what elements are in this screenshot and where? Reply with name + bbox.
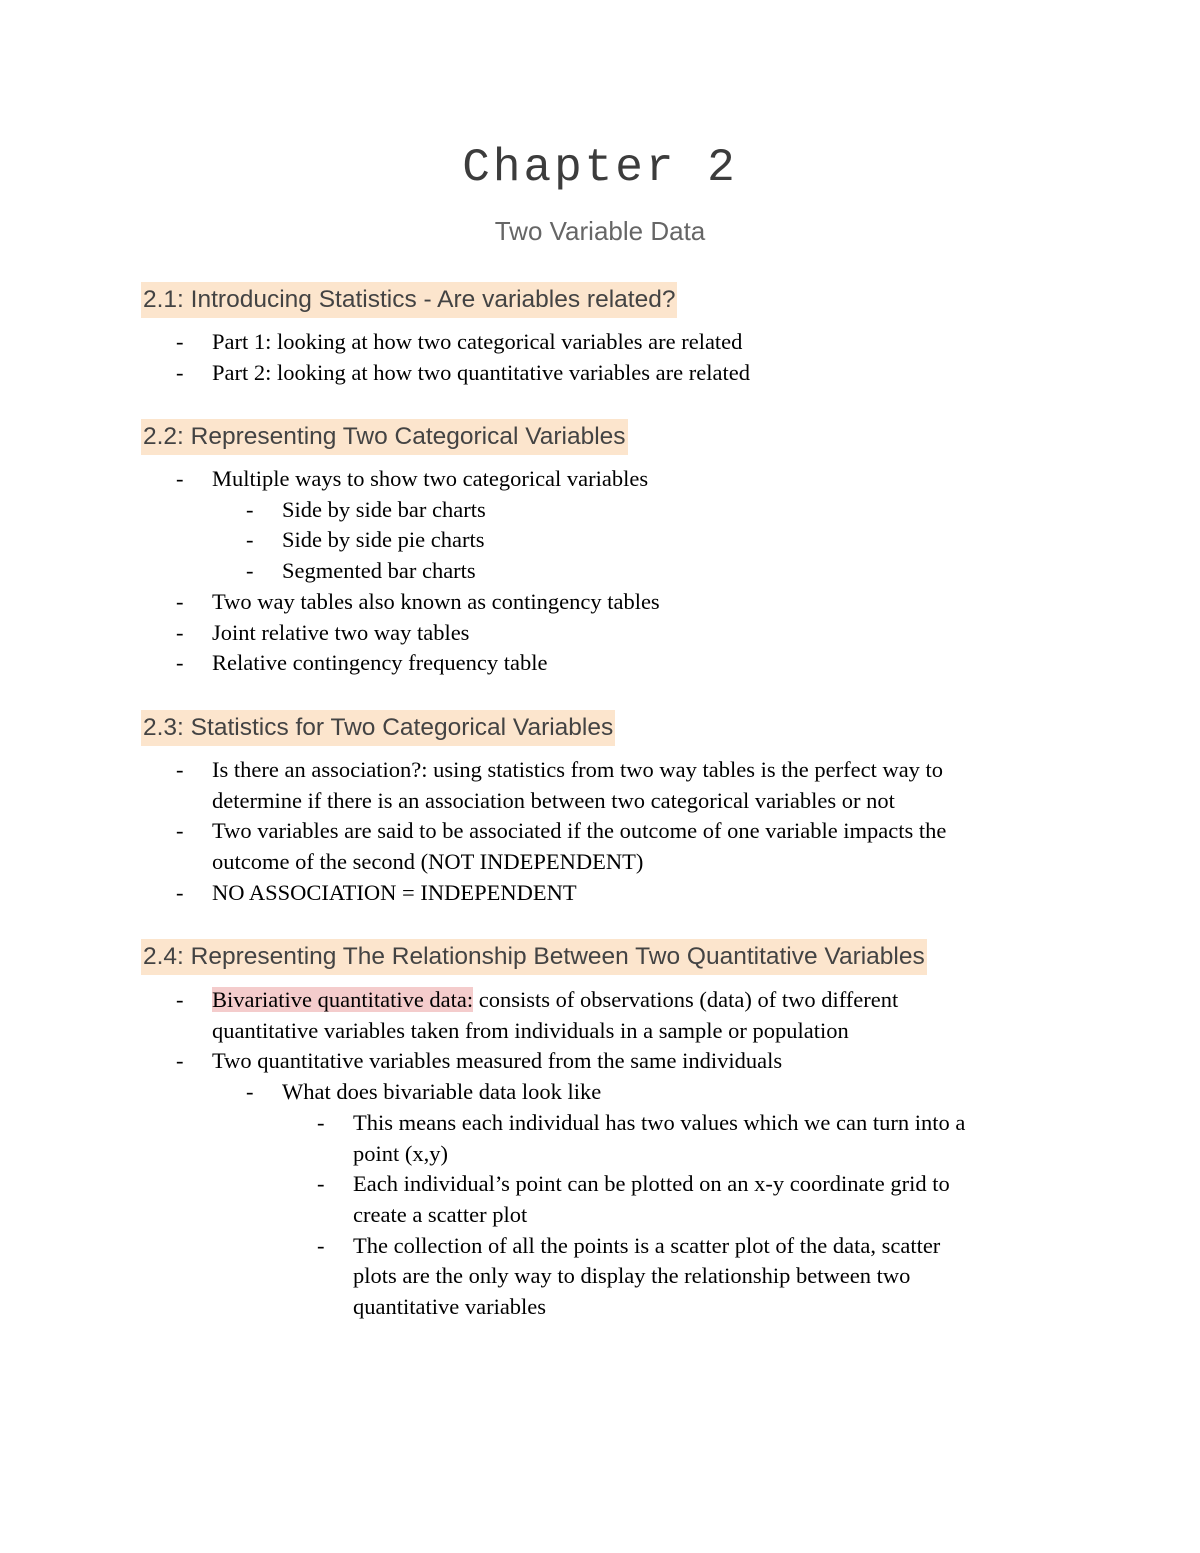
- list-item-continuation: quantitative variables taken from individuals in a sample or population: [212, 1017, 849, 1043]
- sub-sub-list-item: - The collection of all the points is a scatter plot of the data, scatter: [0, 1231, 1200, 1262]
- bullet-dash: -: [176, 588, 184, 614]
- highlighted-term: Bivariative quantitative data:: [212, 987, 474, 1012]
- bullet-dash: -: [246, 527, 254, 553]
- section-2-3-list: [0, 755, 1200, 909]
- bullet-dash: -: [317, 1171, 325, 1197]
- list-item-continuation: create a scatter plot: [353, 1201, 528, 1227]
- section-heading-2-2: 2.2: Representing Two Categorical Variables: [141, 419, 628, 455]
- list-item: - Part 2: looking at how two quantitative variables are related: [0, 358, 1200, 389]
- list-item: - Multiple ways to show two categorical variables: [0, 464, 1200, 495]
- bullet-dash: -: [317, 1232, 325, 1258]
- list-item: - Part 1: looking at how two categorical variables are related: [0, 327, 1200, 358]
- bullet-dash: -: [176, 359, 184, 385]
- section-2-2-list: [0, 464, 1200, 679]
- sub-list-item: - Side by side bar charts: [0, 495, 1200, 526]
- bullet-dash: -: [317, 1109, 325, 1135]
- bullet-dash: -: [176, 987, 184, 1012]
- bullet-dash: -: [176, 650, 184, 676]
- bullet-dash: -: [246, 1079, 254, 1105]
- list-item: - Two quantitative variables measured from the same individuals: [0, 1046, 1200, 1077]
- list-item: - Bivariative quantitative data: consists of observations (data) of two different: [0, 985, 1200, 1016]
- sub-list-item: - Side by side pie charts: [0, 525, 1200, 556]
- section-heading-2-1: 2.1: Introducing Statistics - Are variables related?: [141, 282, 677, 318]
- bullet-dash: -: [176, 466, 184, 491]
- list-item: - Relative contingency frequency table: [0, 648, 1200, 679]
- sub-sub-list-item: - This means each individual has two values which we can turn into a: [0, 1108, 1200, 1139]
- bullet-dash: -: [176, 619, 184, 645]
- page-subtitle: Two Variable Data: [494, 216, 706, 246]
- page-title: Chapter 2: [462, 142, 738, 194]
- list-item-continuation: outcome of the second (NOT INDEPENDENT): [212, 849, 644, 875]
- list-item: - Two way tables also known as contingency tables: [0, 587, 1200, 618]
- sub-list-item: - Segmented bar charts: [0, 556, 1200, 587]
- list-item: - NO ASSOCIATION = INDEPENDENT: [0, 878, 1200, 909]
- bullet-dash: -: [246, 558, 254, 584]
- list-item-continuation: point (x,y): [353, 1140, 448, 1166]
- list-item: - Joint relative two way tables: [0, 618, 1200, 649]
- bullet-dash: -: [176, 818, 184, 844]
- section-2-1-list: [0, 327, 1200, 388]
- section-2-4-list: [0, 985, 1200, 1323]
- list-item-continuation: plots are the only way to display the relationship between two: [353, 1263, 911, 1289]
- bullet-dash: -: [176, 1048, 184, 1074]
- bullet-dash: -: [176, 879, 184, 905]
- list-item-continuation: quantitative variables: [353, 1294, 547, 1320]
- bullet-dash: -: [246, 496, 254, 522]
- bullet-dash: -: [176, 757, 184, 782]
- bullet-dash: -: [176, 329, 184, 354]
- list-item: - Is there an association?: using statistics from two way tables is the perfect way to: [0, 755, 1200, 786]
- sub-sub-list-item: - Each individual’s point can be plotted on an x-y coordinate grid to: [0, 1169, 1200, 1200]
- section-heading-2-4: 2.4: Representing The Relationship Between Two Quantitative Variables: [141, 939, 927, 975]
- list-item: - Two variables are said to be associated if the outcome of one variable impacts the: [0, 816, 1200, 847]
- sub-list-item: - What does bivariable data look like: [0, 1077, 1200, 1108]
- section-heading-2-3: 2.3: Statistics for Two Categorical Variables: [141, 710, 615, 746]
- list-item-continuation: determine if there is an association between two categorical variables or not: [212, 787, 895, 813]
